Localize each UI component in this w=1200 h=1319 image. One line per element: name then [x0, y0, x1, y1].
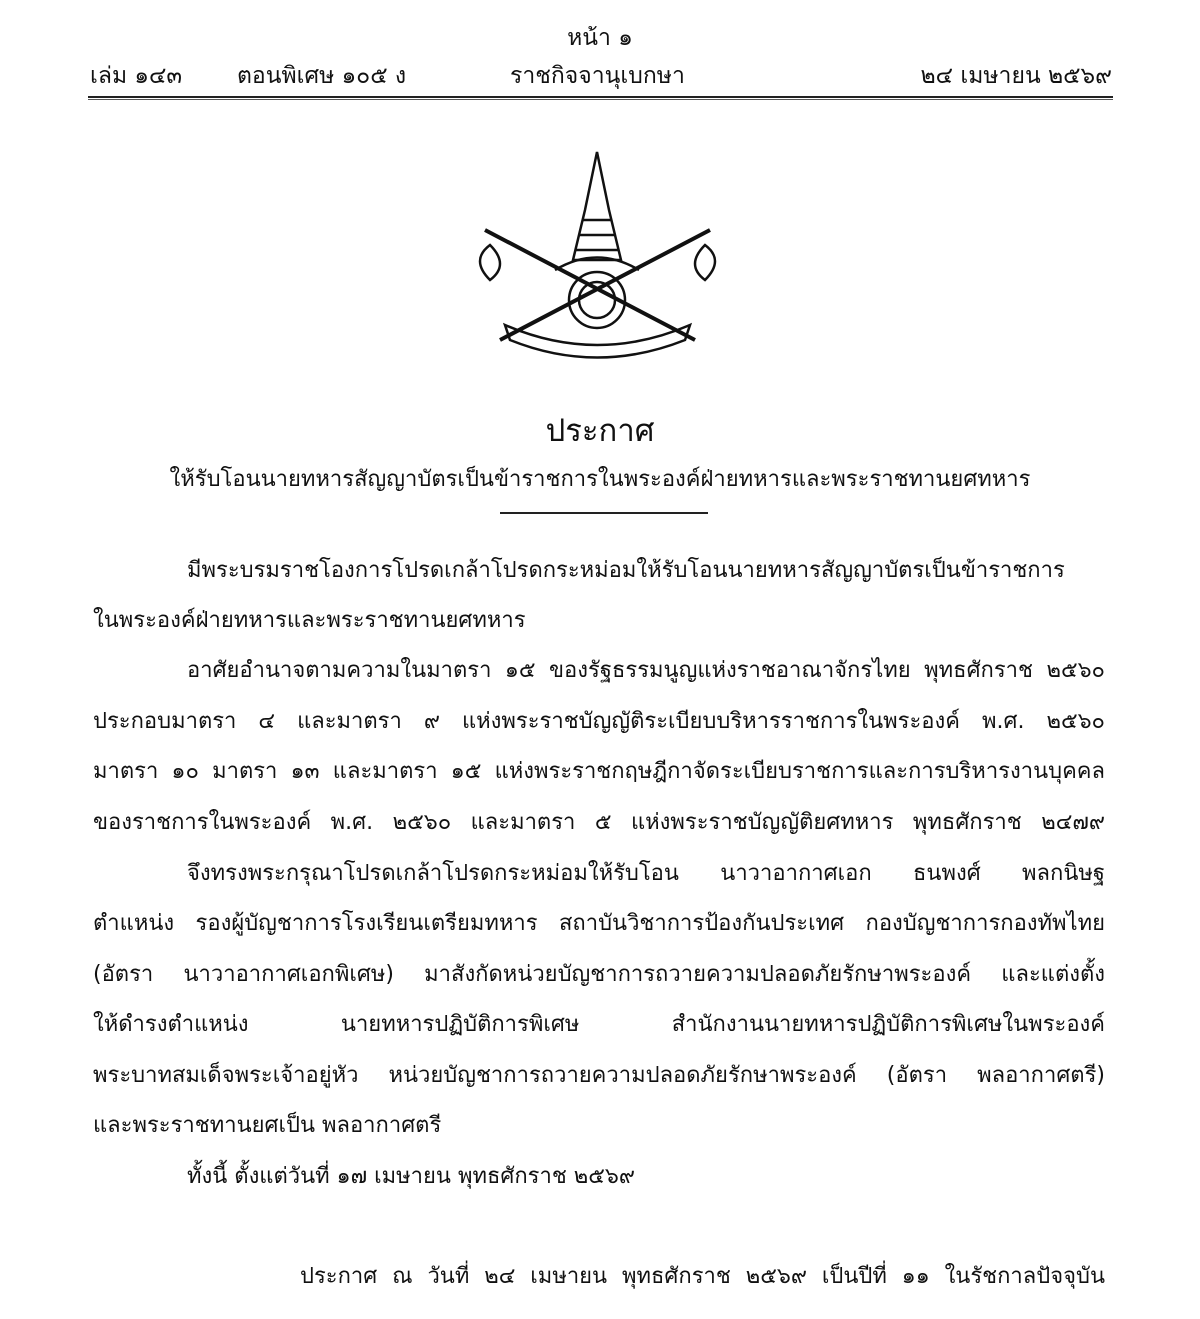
title-divider [500, 512, 708, 514]
body-line: มาตรา ๑๐ มาตรา ๑๓ และมาตรา ๑๕ แห่งพระราชกฤษฎีกาจัดระเบียบราชการและการบริหารงานบุคคล [93, 759, 1105, 784]
section: ตอนพิเศษ ๑๐๕ ง [237, 63, 407, 89]
volume: เล่ม ๑๔๓ [90, 63, 183, 89]
body-line: ตำแหน่ง รองผู้บัญชาการโรงเรียนเตรียมทหาร สถาบันวิชาการป้องกันประเทศ กองบัญชาการกองทัพไทย [93, 911, 1105, 936]
body-line: จึงทรงพระกรุณาโปรดเกล้าโปรดกระหม่อมให้รับโอน นาวาอากาศเอก ธนพงศ์ พลกนิษฐ [187, 861, 1105, 886]
body-line: ในพระองค์ฝ่ายทหารและพระราชทานยศทหาร [93, 608, 526, 633]
page-subtitle: ให้รับโอนนายทหารสัญญาบัตรเป็นข้าราชการในพระองค์ฝ่ายทหารและพระราชทานยศทหาร [169, 467, 1031, 492]
body-line: (อัตรา นาวาอากาศเอกพิเศษ) มาสังกัดหน่วยบัญชาการถวายความปลอดภัยรักษาพระองค์ และแต่งตั้ง [93, 962, 1105, 987]
header-divider [88, 96, 1113, 98]
body-line: ทั้งนี้ ตั้งแต่วันที่ ๑๗ เมษายน พุทธศักราช ๒๕๖๙ [187, 1164, 636, 1189]
page-title: ประกาศ [545, 413, 655, 449]
royal-emblem-icon [465, 150, 730, 360]
page-number: หน้า ๑ [567, 25, 633, 51]
body-line: ของราชการในพระองค์ พ.ศ. ๒๕๖๐ และมาตรา ๕ แห่งพระราชบัญญัติยศทหาร พุทธศักราช ๒๔๗๙ [93, 810, 1105, 835]
issue-date: ๒๔ เมษายน ๒๕๖๙ [920, 63, 1112, 89]
publication-name: ราชกิจจานุเบกษา [510, 63, 685, 89]
body-line: และพระราชทานยศเป็น พลอากาศตรี [93, 1113, 442, 1138]
body-line: มีพระบรมราชโองการโปรดเกล้าโปรดกระหม่อมให้รับโอนนายทหารสัญญาบัตรเป็นข้าราชการ [187, 558, 1065, 583]
signoff-date: ประกาศ ณ วันที่ ๒๔ เมษายน พุทธศักราช ๒๕๖๙ เป็นปีที่ ๑๑ ในรัชกาลปัจจุบัน [300, 1264, 1105, 1289]
body-line: อาศัยอำนาจตามความในมาตรา ๑๕ ของรัฐธรรมนูญแห่งราชอาณาจักรไทย พุทธศักราช ๒๕๖๐ [187, 658, 1105, 683]
body-line: ประกอบมาตรา ๔ และมาตรา ๙ แห่งพระราชบัญญัติระเบียบบริหารราชการในพระองค์ พ.ศ. ๒๕๖๐ [93, 709, 1105, 734]
body-line: พระบาทสมเด็จพระเจ้าอยู่หัว หน่วยบัญชาการถวายความปลอดภัยรักษาพระองค์ (อัตรา พลอากาศตรี) [93, 1063, 1105, 1088]
header-divider-thin [88, 99, 1113, 100]
body-line: ให้ดำรงตำแหน่ง นายทหารปฏิบัติการพิเศษ สำนักงานนายทหารปฏิบัติการพิเศษในพระองค์ [93, 1012, 1105, 1037]
